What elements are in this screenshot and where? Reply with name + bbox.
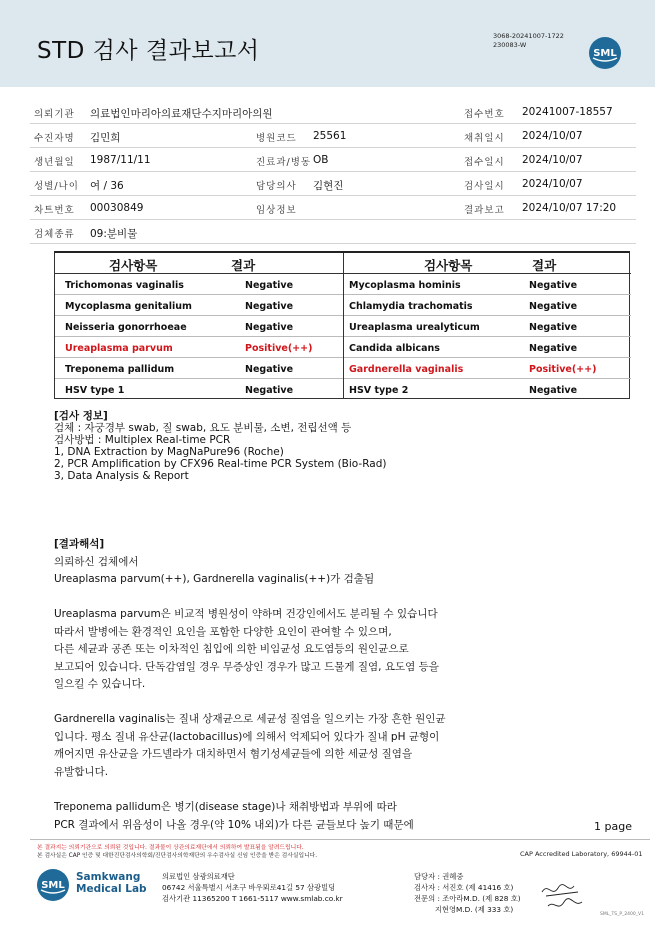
test-item-name: Mycoplasma genitalium (65, 301, 192, 312)
footer-divider (30, 839, 650, 840)
info-value: OB (313, 154, 329, 166)
info-row (30, 221, 636, 244)
report-reference (493, 32, 564, 50)
col-item-label: 검사항목 (424, 258, 473, 273)
sml-logo-icon (588, 36, 622, 70)
brand-line-2: Medical Lab (76, 883, 147, 895)
results-header-right (344, 253, 631, 274)
info-label: 결과보고 (464, 205, 505, 216)
info-row (30, 197, 636, 220)
staff-line: 검사자 : 서진호 (제 41416 호) (414, 883, 514, 892)
interpretation-line: 보고되어 있습니다. 단독감염일 경우 무증상인 경우가 많고 드물게 질염, 요도염 등을 (54, 660, 439, 673)
interpretation-line: 깨어지면 유산균을 가드넬라가 대치하면서 혐기성세균들에 의한 세균성 질염을 (54, 748, 413, 760)
info-label: 임상정보 (256, 205, 297, 216)
sml-logo-text: SML (593, 48, 617, 59)
interpretation-line: 의뢰하신 검체에서 (54, 555, 139, 568)
footer-note: 본 검사실은 CAP 인증 및 대한진단검사의학회/진단검사의학재단의 우수검사실 신임 인증을 받은 검사실입니다. (37, 853, 318, 859)
result-row (55, 379, 343, 400)
info-label: 접수번호 (464, 109, 505, 120)
test-item-name: HSV type 1 (65, 385, 125, 396)
reference-line-2: 230083-W (493, 41, 527, 49)
result-row (55, 337, 343, 358)
info-value: 2024/10/07 (522, 178, 583, 190)
result-row (344, 358, 631, 379)
brand-line-1: Samkwang (76, 871, 141, 883)
info-label: 담당의사 (256, 181, 297, 192)
info-row (30, 173, 636, 196)
info-label: 수진자명 (34, 133, 75, 144)
interpretation-line: 유발합니다. (54, 765, 109, 778)
interpretation-line: Ureaplasma parvum(++), Gardnerella vaginalis(++)가 검출됨 (54, 573, 375, 585)
result-row (55, 358, 343, 379)
test-item-name: Candida albicans (349, 343, 440, 354)
test-result-value: Positive(++) (245, 343, 313, 354)
interpretation-line: Ureaplasma parvum은 비교적 병원성이 약하며 건강인에서도 분리될 수 있습니다 (54, 608, 438, 620)
result-row (55, 295, 343, 316)
col-result-label: 결과 (532, 258, 557, 273)
test-item-name: HSV type 2 (349, 385, 409, 396)
result-row (344, 337, 631, 358)
info-label: 성별/나이 (34, 181, 79, 192)
info-row (30, 101, 636, 124)
sml-logo-text: SML (41, 880, 65, 891)
footer-note-red: 본 결과지는 의뢰기관으로 의뢰된 것입니다. 결과물이 상관의료재단에서 의뢰하여 발표됨을 알려드립니다. (37, 845, 304, 851)
test-item-name: Neisseria gonorrhoeae (65, 322, 187, 333)
staff-line: 전문의 : 조아라M.D. (제 828 호) (414, 894, 521, 903)
test-result-value: Negative (245, 280, 294, 291)
test-result-value: Negative (529, 280, 578, 291)
info-row (30, 125, 636, 148)
result-row (344, 379, 631, 400)
info-label: 접수일시 (464, 157, 505, 168)
test-info-line: 3, Data Analysis & Report (54, 470, 189, 482)
staff-line: 지현영M.D. (제 333 호) (414, 905, 514, 914)
result-row (344, 274, 631, 295)
interpretation-line: Gardnerella vaginalis는 질내 상재균으로 세균성 질염을 일으키는 가장 흔한 원인균 (54, 713, 446, 725)
interpretation-line: 일으킬 수 있습니다. (54, 678, 146, 690)
info-row (30, 149, 636, 172)
signature-icon (538, 880, 586, 914)
test-info-line: 1, DNA Extraction by MagNaPure96 (Roche) (54, 446, 284, 458)
test-result-value: Positive(++) (529, 364, 597, 375)
test-item-name: Chlamydia trachomatis (349, 301, 473, 312)
staff-list (414, 871, 521, 915)
result-row (344, 316, 631, 337)
test-item-name: Ureaplasma urealyticum (349, 322, 480, 333)
test-result-value: Negative (245, 322, 294, 333)
info-label: 검체종류 (34, 229, 75, 240)
test-result-value: Negative (529, 322, 578, 333)
interpretation-heading: [결과해석] (54, 538, 105, 550)
info-value: 의료법인마리아의료재단수지마리아의원 (90, 108, 273, 120)
result-row (55, 274, 343, 295)
test-result-value: Negative (245, 301, 294, 312)
info-value: 1987/11/11 (90, 154, 151, 166)
info-value: 00030849 (90, 202, 144, 214)
interpretation-paragraph-2 (54, 711, 446, 781)
interpretation-line: 따라서 발병에는 환경적인 요인을 포함한 다양한 요인이 관여할 수 있으며, (54, 625, 392, 638)
result-row (344, 295, 631, 316)
page-title: STD 검사 결과보고서 (37, 38, 260, 64)
reference-line-1: 3068-20241007-1722 (493, 32, 564, 40)
info-value: 25561 (313, 130, 347, 142)
test-result-value: Negative (245, 385, 294, 396)
info-label: 채취일시 (464, 133, 505, 144)
info-label: 생년월일 (34, 157, 75, 168)
cap-accreditation: CAP Accredited Laboratory, 69944-01 (520, 850, 643, 858)
page-number: 1 page (594, 820, 632, 833)
interpretation-line: Treponema pallidum은 병기(disease stage)나 채취방법과 부위에 따라 (54, 801, 397, 813)
form-id: SML_TS_P_2400_V1 (600, 912, 644, 917)
test-item-name: Treponema pallidum (65, 364, 175, 375)
address-line: 검사기관 11365200 T 1661-5117 www.smlab.co.kr (162, 894, 343, 903)
interpretation-paragraph-1 (54, 606, 439, 694)
info-label: 차트번호 (34, 205, 75, 216)
interpretation-line: PCR 결과에서 위음성이 나올 경우(약 10% 내외)가 다른 균들보다 높기 때문에 (54, 818, 414, 831)
address-line: 의료법인 삼광의료재단 (162, 872, 235, 881)
result-row (55, 316, 343, 337)
info-value: 09:분비물 (90, 228, 138, 240)
info-label: 병원코드 (256, 133, 297, 144)
info-value: 김현진 (313, 180, 344, 192)
results-header-left (55, 253, 343, 274)
test-result-value: Negative (529, 301, 578, 312)
col-item-label: 검사항목 (109, 258, 158, 273)
info-label: 검사일시 (464, 181, 505, 192)
sml-logo-icon (36, 868, 70, 902)
interpretation-line: 입니다. 평소 질내 유산균(lactobacillus)에 의해서 억제되어 있다가 질내 pH 균형이 (54, 730, 440, 743)
info-value: 김민희 (90, 132, 121, 144)
test-item-name: Gardnerella vaginalis (349, 364, 464, 375)
test-info-line: 검체 : 자궁경부 swab, 질 swab, 요도 분비물, 소변, 전립선액 등 (54, 422, 352, 434)
info-value: 2024/10/07 (522, 154, 583, 166)
info-value: 20241007-18557 (522, 106, 613, 118)
test-item-name: Trichomonas vaginalis (65, 280, 184, 291)
test-item-name: Ureaplasma parvum (65, 343, 173, 354)
test-result-value: Negative (529, 343, 578, 354)
test-info-heading: [검사 정보] (54, 410, 108, 422)
test-result-value: Negative (529, 385, 578, 396)
interpretation-line: 다른 세균과 공존 또는 이차적인 침입에 의한 비임균성 요도염등의 원인균으로 (54, 643, 409, 655)
info-value: 2024/10/07 17:20 (522, 202, 617, 214)
test-info-section (54, 410, 386, 482)
test-item-name: Mycoplasma hominis (349, 280, 461, 291)
brand-name (76, 871, 147, 895)
test-info-line: 2, PCR Amplification by CFX96 Real-time PCR System (Bio-Rad) (54, 458, 387, 470)
col-result-label: 결과 (231, 258, 256, 273)
interpretation-intro (54, 536, 374, 589)
interpretation-paragraph-3 (54, 799, 414, 834)
staff-line: 담당자 : 권혜중 (414, 872, 464, 881)
info-value: 2024/10/07 (522, 130, 583, 142)
results-table (54, 251, 630, 399)
address-line: 06742 서울특별시 서초구 바우뫼로41길 57 삼광빌딩 (162, 883, 336, 892)
test-result-value: Negative (245, 364, 294, 375)
info-label: 진료과/병동 (256, 157, 312, 168)
info-value: 여 / 36 (90, 180, 124, 192)
info-label: 의뢰기관 (34, 109, 75, 120)
lab-address (162, 871, 343, 904)
test-info-line: 검사방법 : Multiplex Real-time PCR (54, 434, 231, 446)
